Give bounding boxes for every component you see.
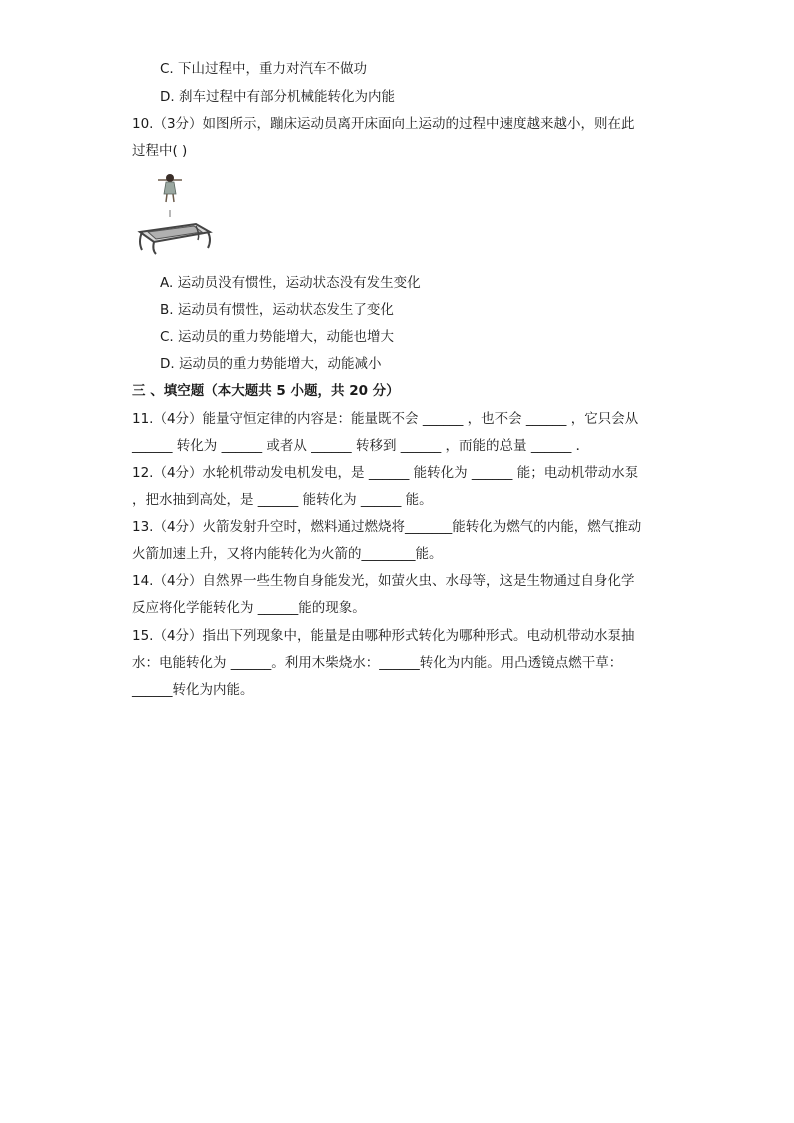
q15-line2: 水：电能转化为 ______。利用木柴烧水：______转化为内能。用凸透镜点燃干草： [132,655,623,671]
q11-line1: 11.（4分）能量守恒定律的内容是：能量既不会 ______ ，也不会 ______ ，它只会从 [132,411,639,427]
section-title-fill-in: 三 、填空题（本大题共 5 小题，共 20 分） [132,383,400,399]
q10-option-a: A. 运动员没有惯性，运动状态没有发生变化 [160,275,421,291]
q9-option-c: C. 下山过程中，重力对汽车不做功 [160,61,368,77]
q10-option-d: D. 运动员的重力势能增大，动能减小 [160,356,382,372]
athlete-icon [158,174,182,202]
q11-line2: ______ 转化为 ______ 或者从 ______ 转移到 ______ ，而能的总量 ______ ． [132,438,590,454]
q13-line1: 13.（4分）火箭发射升空时，燃料通过燃烧将_______能转化为燃气的内能，燃气推动 [132,519,642,535]
q10-option-b: B. 运动员有惯性，运动状态发生了变化 [160,302,394,318]
trampoline-figure [132,170,216,256]
q15-line3: ______转化为内能。 [132,682,254,698]
q14-line2: 反应将化学能转化为 ______能的现象。 [132,600,366,616]
q9-option-d: D. 刹车过程中有部分机械能转化为内能 [160,89,395,105]
trampoline-icon [140,224,210,254]
q14-line1: 14.（4分）自然界一些生物自身能发光，如萤火虫、水母等，这是生物通过自身化学 [132,573,635,589]
q13-line2: 火箭加速上升，又将内能转化为火箭的________能。 [132,546,443,562]
q12-line1: 12.（4分）水轮机带动发电机发电，是 ______ 能转化为 ______ 能；电动机带动水泵 [132,465,639,481]
q10-stem-line2: 过程中( ) [132,143,188,159]
q10-option-c: C. 运动员的重力势能增大，动能也增大 [160,329,395,345]
q10-stem-line1: 10.（3分）如图所示，蹦床运动员离开床面向上运动的过程中速度越来越小，则在此 [132,116,635,132]
q12-line2: ，把水抽到高处，是 ______ 能转化为 ______ 能。 [132,492,433,508]
q15-line1: 15.（4分）指出下列现象中，能量是由哪种形式转化为哪种形式。电动机带动水泵抽 [132,628,635,644]
